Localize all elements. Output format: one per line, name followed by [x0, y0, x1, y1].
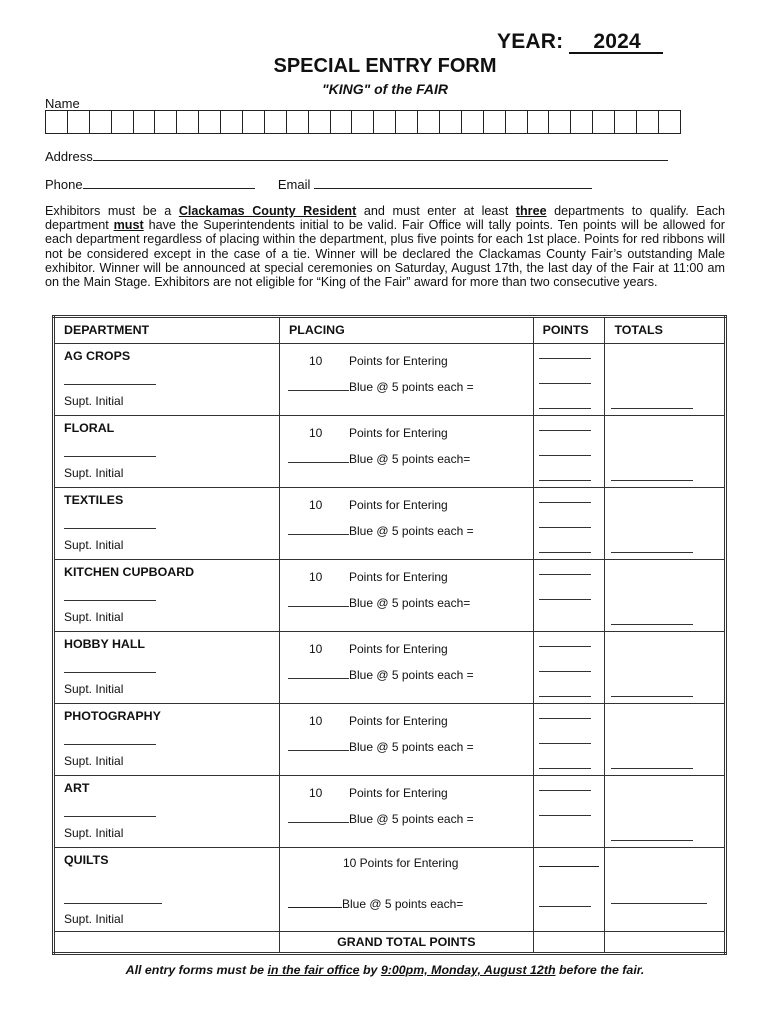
points-blue-field[interactable]	[539, 906, 591, 907]
deadline-note: All entry forms must be in the fair office by 9:00pm, Monday, August 12th before the fair.	[125, 963, 645, 977]
name-letter-box[interactable]	[462, 111, 484, 133]
address-label: Address	[45, 149, 93, 164]
name-letter-boxes[interactable]	[45, 110, 681, 134]
total-field[interactable]	[611, 840, 693, 841]
email-field[interactable]	[314, 176, 592, 189]
supt-initial-field[interactable]	[64, 816, 156, 817]
department-name: TEXTILES	[64, 493, 124, 507]
supt-initial-label: Supt. Initial	[64, 826, 124, 840]
supt-initial-field[interactable]	[64, 744, 156, 745]
name-letter-box[interactable]	[352, 111, 374, 133]
entering-points-text: Points for Entering	[349, 786, 448, 800]
total-field[interactable]	[611, 903, 707, 904]
points-entering-field[interactable]	[539, 574, 591, 575]
name-letter-box[interactable]	[309, 111, 331, 133]
supt-initial-field[interactable]	[64, 384, 156, 385]
entering-points-number: 10	[309, 714, 323, 728]
total-field[interactable]	[611, 768, 693, 769]
points-subtotal-field[interactable]	[539, 696, 591, 697]
points-blue-field[interactable]	[539, 383, 591, 384]
header-department: DEPARTMENT	[54, 317, 280, 344]
must-emphasis: must	[113, 218, 144, 233]
points-blue-field[interactable]	[539, 527, 591, 528]
quilts-row	[54, 848, 726, 932]
points-blue-field[interactable]	[539, 815, 591, 816]
points-blue-field[interactable]	[539, 599, 591, 600]
blue-ribbons: Blue @ 5 points each=	[288, 897, 463, 911]
grand-total-points[interactable]	[533, 932, 605, 954]
supt-initial-label: Supt. Initial	[64, 610, 124, 624]
blue-count-field[interactable]	[288, 812, 349, 823]
entering-points-text: Points for Entering	[349, 354, 448, 368]
points-entering-field[interactable]	[539, 646, 591, 647]
entering-points-text: Points for Entering	[349, 570, 448, 584]
entering-points-text: Points for Entering	[349, 714, 448, 728]
name-letter-box[interactable]	[287, 111, 309, 133]
entering-points-text: Points for Entering	[349, 642, 448, 656]
entering-points: 10 Points for Entering	[343, 856, 459, 870]
blue-ribbons: Blue @ 5 points each =	[288, 668, 474, 682]
points-subtotal-field[interactable]	[539, 480, 591, 481]
points-entering-field[interactable]	[539, 718, 591, 719]
year-label: YEAR:	[497, 30, 564, 53]
points-blue-field[interactable]	[539, 671, 591, 672]
resident-requirement: Clackamas County Resident	[178, 204, 357, 218]
blue-count-field[interactable]	[288, 452, 349, 463]
year-value[interactable]: 2024	[569, 32, 663, 54]
points-subtotal-field[interactable]	[539, 552, 591, 553]
department-row	[54, 704, 726, 776]
name-letter-box[interactable]	[155, 111, 177, 133]
points-entering-field[interactable]	[539, 502, 591, 503]
total-field[interactable]	[611, 624, 693, 625]
address-row	[45, 148, 675, 164]
department-name: QUILTS	[64, 853, 109, 867]
department-name: ART	[64, 781, 90, 795]
department-name: KITCHEN CUPBOARD	[64, 565, 195, 579]
supt-initial-label: Supt. Initial	[64, 394, 124, 408]
year-heading	[497, 30, 663, 54]
entering-points-text: Points for Entering	[349, 426, 448, 440]
blue-ribbons: Blue @ 5 points each =	[288, 380, 474, 394]
header-placing: PLACING	[280, 317, 534, 344]
name-letter-box[interactable]	[593, 111, 615, 133]
name-letter-box[interactable]	[549, 111, 571, 133]
blue-count-field[interactable]	[288, 740, 349, 751]
blue-count-field[interactable]	[288, 668, 349, 679]
name-letter-box[interactable]	[396, 111, 418, 133]
email-label: Email	[277, 177, 311, 192]
points-table	[52, 315, 727, 955]
department-row	[54, 488, 726, 560]
name-label: Name	[45, 96, 80, 111]
name-letter-box[interactable]	[112, 111, 134, 133]
grand-total-total[interactable]	[605, 932, 726, 954]
name-letter-box[interactable]	[374, 111, 396, 133]
name-letter-box[interactable]	[46, 111, 68, 133]
grand-total-row	[54, 932, 726, 954]
name-letter-box[interactable]	[134, 111, 156, 133]
supt-initial-field[interactable]	[64, 903, 162, 904]
department-row	[54, 776, 726, 848]
supt-initial-field[interactable]	[64, 528, 156, 529]
name-letter-box[interactable]	[221, 111, 243, 133]
instructions-paragraph: Exhibitors must be a Clackamas County Resident and must enter at least three departments to qualify. Each department must have the Superintendents initial to be valid. Fair Office will tally points. Ten points will be allowed for each department regardless of placing within the department, plus five points for each 1st place. Points for red ribbons will not be considered except in the case of a tie. Winner will be declared the Clackamas County Fair’s outstanding Male exhibitor. Winner will be announced at special ceremonies on Saturday, August 17th, the last day of the Fair at 11:00 am on the Main Stage. Exhibitors are not eligible for “King of the Fair” award for more than two consecutive years.	[45, 204, 726, 290]
entering-points-number: 10	[309, 354, 323, 368]
grand-total-label: GRAND TOTAL POINTS	[280, 932, 534, 954]
name-letter-box[interactable]	[484, 111, 506, 133]
points-entering-field[interactable]	[539, 358, 591, 359]
name-letter-box[interactable]	[331, 111, 353, 133]
name-letter-box[interactable]	[265, 111, 287, 133]
name-letter-box[interactable]	[659, 111, 680, 133]
name-letter-box[interactable]	[571, 111, 593, 133]
department-name: AG CROPS	[64, 349, 131, 363]
department-row	[54, 560, 726, 632]
form-title: SPECIAL ENTRY FORM	[273, 55, 497, 77]
blue-ribbons: Blue @ 5 points each =	[288, 740, 474, 754]
entering-points-number: 10	[309, 498, 323, 512]
name-letter-box[interactable]	[199, 111, 221, 133]
name-letter-box[interactable]	[243, 111, 265, 133]
points-subtotal-field[interactable]	[539, 408, 591, 409]
department-name: FLORAL	[64, 421, 115, 435]
entering-points-text: Points for Entering	[349, 498, 448, 512]
name-letter-box[interactable]	[506, 111, 528, 133]
supt-initial-label: Supt. Initial	[64, 912, 124, 926]
points-subtotal-field[interactable]	[539, 768, 591, 769]
name-letter-box[interactable]	[68, 111, 90, 133]
address-field[interactable]	[93, 148, 668, 161]
department-row	[54, 416, 726, 488]
blue-count-field[interactable]	[288, 596, 349, 607]
header-points: POINTS	[533, 317, 605, 344]
entering-points-number: 10	[309, 426, 323, 440]
department-row	[54, 344, 726, 416]
supt-initial-label: Supt. Initial	[64, 538, 124, 552]
points-entering-field[interactable]	[539, 790, 591, 791]
name-letter-box[interactable]	[418, 111, 440, 133]
points-blue-field[interactable]	[539, 743, 591, 744]
points-blue-field[interactable]	[539, 455, 591, 456]
header-totals: TOTALS	[605, 317, 726, 344]
supt-initial-field[interactable]	[64, 600, 156, 601]
entering-points-number: 10	[309, 642, 323, 656]
table-header-row	[54, 317, 726, 344]
supt-initial-label: Supt. Initial	[64, 682, 124, 696]
name-letter-box[interactable]	[440, 111, 462, 133]
entering-points-number: 10	[309, 570, 323, 584]
blue-count-field[interactable]	[288, 897, 342, 908]
name-letter-box[interactable]	[637, 111, 659, 133]
contact-row	[45, 176, 605, 192]
blue-ribbons: Blue @ 5 points each=	[288, 596, 470, 610]
blue-ribbons: Blue @ 5 points each =	[288, 812, 474, 826]
blue-ribbons: Blue @ 5 points each =	[288, 524, 474, 538]
phone-label: Phone	[45, 177, 83, 192]
name-letter-box[interactable]	[528, 111, 550, 133]
name-letter-box[interactable]	[177, 111, 199, 133]
department-row	[54, 632, 726, 704]
name-letter-box[interactable]	[90, 111, 112, 133]
blue-count-field[interactable]	[288, 380, 349, 391]
entering-points-number: 10	[309, 786, 323, 800]
phone-field[interactable]	[83, 176, 255, 189]
blue-ribbons: Blue @ 5 points each=	[288, 452, 470, 466]
supt-initial-label: Supt. Initial	[64, 466, 124, 480]
total-field[interactable]	[611, 408, 693, 409]
department-name: PHOTOGRAPHY	[64, 709, 161, 723]
total-field[interactable]	[611, 696, 693, 697]
points-entering-field[interactable]	[539, 866, 599, 867]
points-entering-field[interactable]	[539, 430, 591, 431]
total-field[interactable]	[611, 552, 693, 553]
total-field[interactable]	[611, 480, 693, 481]
blue-count-field[interactable]	[288, 524, 349, 535]
form-subtitle: "KING" of the FAIR	[321, 81, 449, 97]
supt-initial-label: Supt. Initial	[64, 754, 124, 768]
three-emphasis: three	[515, 204, 547, 218]
supt-initial-field[interactable]	[64, 672, 156, 673]
supt-initial-field[interactable]	[64, 456, 156, 457]
name-letter-box[interactable]	[615, 111, 637, 133]
department-name: HOBBY HALL	[64, 637, 145, 651]
